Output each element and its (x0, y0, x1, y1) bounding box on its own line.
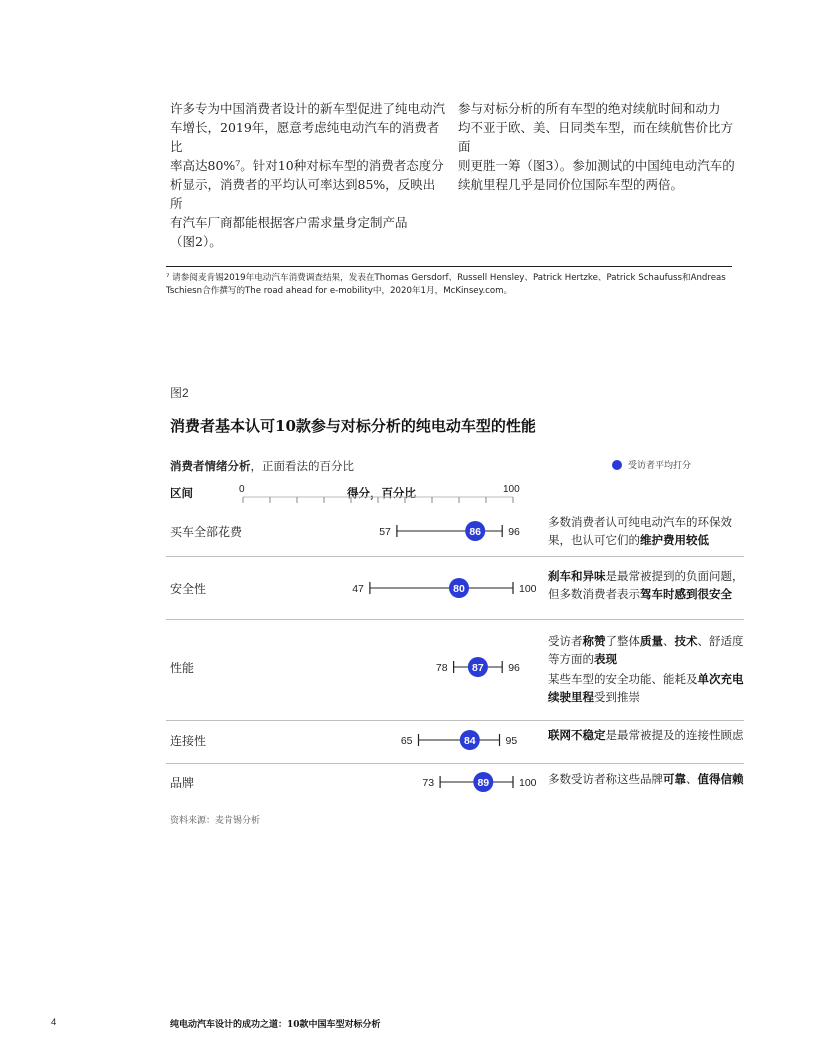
average-label: 86 (469, 525, 482, 538)
comment-text: 受访者 (548, 634, 583, 648)
range-max-label: 95 (505, 735, 518, 747)
comment-text: 、舒适度等方面的 (548, 634, 744, 666)
comment-text: 多数受访者称这些品牌 (548, 772, 663, 786)
range-min-label: 73 (422, 777, 435, 789)
comment-highlight: 表现 (594, 652, 617, 666)
comment-highlight: 值得信赖 (697, 772, 744, 786)
row-comment (548, 770, 746, 788)
body-line: （图2）。 (170, 234, 222, 249)
average-label: 87 (472, 661, 484, 674)
row-comment (548, 513, 746, 549)
comment-highlight: 维护费用较低 (640, 533, 709, 547)
range-min-label: 57 (379, 526, 391, 538)
range-max-label: 100 (519, 583, 537, 595)
range-min-label: 65 (400, 735, 413, 747)
figure-title: 消费者基本认可10款参与对标分析的纯电动车型的性能 (170, 417, 536, 435)
range-mark (401, 730, 518, 750)
axis-title: 得分，百分比 (347, 486, 416, 500)
comment-text: 受到推崇 (594, 690, 640, 704)
body-line: 车增长，2019年，愿意考虑纯电动汽车的消费者比 (170, 120, 440, 154)
body-line: 率高达80%⁷。针对10种对标车型的消费者态度分 (170, 158, 444, 173)
range-mark (379, 521, 520, 541)
average-label: 89 (477, 776, 490, 789)
row-separator (166, 619, 744, 620)
source-note: 资料来源：麦肯锡分析 (170, 816, 261, 826)
body-line: 有汽车厂商都能根据客户需求量身定制产品 (170, 215, 408, 230)
comment-text: 某些车型的安全功能、能耗及 (548, 672, 698, 686)
body-line: 参与对标分析的所有车型的绝对续航时间和动力 (458, 101, 721, 116)
comment-text: 多数消费者认可纯电动汽车的环保效果，也认可它们的 (548, 515, 732, 547)
range-mark (422, 772, 536, 792)
range-mark (352, 578, 536, 598)
range-min-label: 78 (435, 662, 448, 674)
figure-label: 图2 (170, 386, 189, 400)
row-separator (166, 556, 744, 557)
footnote-line-1: ⁷ 请参阅麦肯锡2019年电动汽车消费调查结果，发表在Thomas Gersdorf、Russell Hensley、Patrick Hertzke、Patrick Schaufuss和Andreas (166, 273, 726, 283)
comment-highlight: 刹车和异味 (548, 569, 606, 583)
row-label: 连接性 (170, 734, 207, 748)
row-label: 品牌 (170, 776, 195, 790)
row-separator (166, 763, 744, 764)
comment-highlight: 单次充电续驶里程 (548, 672, 744, 704)
range-column-header: 区间 (170, 486, 193, 500)
subtitle-rest: ，正面看法的百分比 (250, 459, 354, 473)
comment-text: 、 (686, 772, 698, 786)
range-mark (436, 657, 520, 677)
row-comment (548, 670, 746, 706)
footnote-line-2: Tschiesn合作撰写的The road ahead for e-mobility中，2020年1月，McKinsey.com。 (166, 286, 513, 296)
average-label: 80 (453, 582, 465, 595)
subtitle-bold: 消费者情绪分析 (170, 459, 251, 473)
comment-highlight: 驾车时感到很安全 (640, 587, 732, 601)
row-label: 安全性 (170, 582, 207, 596)
range-max-label: 96 (508, 662, 520, 674)
comment-highlight: 质量 (640, 634, 663, 648)
legend-label: 受访者平均打分 (628, 461, 692, 471)
comment-text: 是最常被提及的连接性顾虑 (605, 728, 744, 742)
comment-highlight: 可靠 (663, 772, 686, 786)
range-max-label: 96 (508, 526, 520, 538)
comment-highlight: 称赞 (582, 634, 606, 648)
axis-min-label: 0 (239, 484, 245, 495)
body-line: 则更胜一筹（图3）。参加测试的中国纯电动汽车的 (458, 158, 735, 173)
axis-max-label: 100 (503, 484, 520, 495)
body-line: 析显示，消费者的平均认可率达到85%，反映出所 (170, 177, 436, 211)
row-label: 性能 (170, 661, 195, 675)
range-max-label: 100 (519, 777, 537, 789)
row-separator (166, 720, 744, 721)
body-line: 均不亚于欧、美、日同类车型，而在续航售价比方面 (458, 120, 734, 154)
comment-highlight: 联网不稳定 (548, 728, 606, 742)
comment-highlight: 技术 (674, 634, 698, 648)
average-label: 84 (463, 734, 476, 747)
footer-title: 纯电动汽车设计的成功之道：10款中国车型对标分析 (170, 1020, 381, 1030)
range-min-label: 47 (352, 583, 364, 595)
row-comment (548, 567, 746, 603)
comment-text: 是最常被提到的负面问题，但多数消费者表示 (548, 569, 744, 601)
comment-text: 了整体 (605, 634, 640, 648)
row-comment (548, 726, 746, 744)
comment-text: 、 (663, 634, 675, 648)
body-line: 续航里程几乎是同价位国际车型的两倍。 (458, 177, 684, 192)
row-comment (548, 632, 746, 668)
page-number: 4 (51, 1017, 57, 1028)
row-label: 买车全部花费 (170, 525, 243, 539)
body-line: 许多专为中国消费者设计的新车型促进了纯电动汽 (170, 101, 446, 116)
